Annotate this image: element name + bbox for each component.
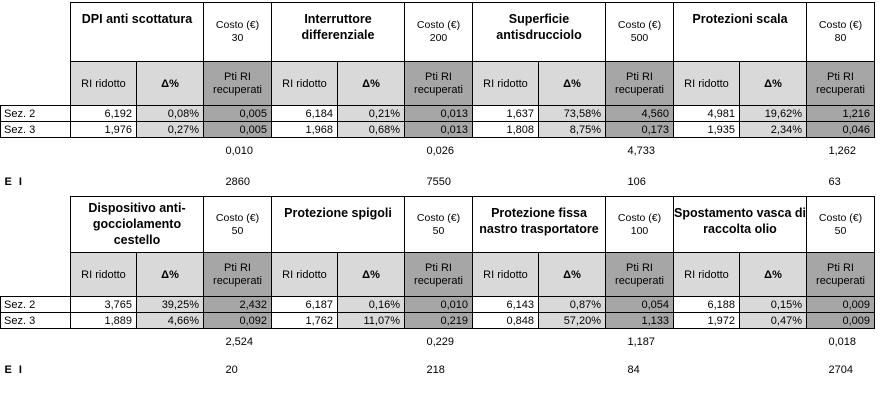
- measures-table-2: [0, 196, 875, 385]
- pti-line2: recuperati: [816, 274, 865, 287]
- cost-value: 200: [429, 32, 448, 44]
- ei-value: 218: [426, 363, 445, 376]
- pti-header: [807, 62, 875, 106]
- ri-value: 6,184: [272, 106, 338, 122]
- ri-value: 6,192: [71, 106, 137, 122]
- cost-cell: [405, 197, 473, 253]
- cost-value: 100: [630, 224, 649, 237]
- table-block-1: [0, 2, 875, 200]
- total-value: 4,733: [627, 144, 656, 157]
- delta-value: 73,58%: [539, 106, 606, 122]
- ri-ridotto-header: RI ridotto: [71, 62, 137, 106]
- pti-line1: Pti RI: [626, 70, 653, 83]
- pti-header: [405, 253, 473, 297]
- table-block-2: [0, 196, 875, 385]
- table-row: [1, 313, 875, 329]
- pti-line1: Pti RI: [224, 70, 251, 83]
- ei-value: 2860: [225, 175, 250, 188]
- delta-header: Δ%: [740, 62, 807, 106]
- cost-value: 30: [231, 32, 244, 44]
- ri-ridotto-header: RI ridotto: [674, 253, 740, 297]
- pti-value: 0,219: [405, 313, 473, 329]
- cost-cell: [606, 3, 674, 62]
- cost-value: 500: [630, 32, 649, 44]
- total-value: 0,229: [426, 335, 455, 348]
- delta-value: 2,34%: [740, 122, 807, 138]
- cost-label: Costo (€): [416, 19, 461, 31]
- pti-line1: Pti RI: [425, 261, 452, 274]
- cost-cell: [807, 197, 875, 253]
- pti-line1: Pti RI: [224, 261, 251, 274]
- measure-title: Superficie antisdrucciolo: [473, 3, 606, 62]
- delta-value: 0,21%: [338, 106, 405, 122]
- pti-value: 0,005: [204, 122, 272, 138]
- measure-title: Protezione fissa nastro trasportatore: [473, 197, 606, 253]
- ri-ridotto-header: RI ridotto: [473, 253, 539, 297]
- ri-value: 1,889: [71, 313, 137, 329]
- ri-value: 1,972: [674, 313, 740, 329]
- cost-label: Costo (€): [617, 211, 662, 224]
- pti-value: 0,013: [405, 106, 473, 122]
- delta-header: Δ%: [740, 253, 807, 297]
- measure-title: Spostamento vasca di raccolta olio: [674, 197, 807, 253]
- total-value: 0,018: [828, 335, 857, 348]
- pti-value: 2,432: [204, 297, 272, 313]
- pti-line1: Pti RI: [827, 70, 854, 83]
- delta-header: Δ%: [338, 253, 405, 297]
- ei-value: 20: [225, 363, 238, 376]
- ri-value: 6,143: [473, 297, 539, 313]
- pti-header: [606, 253, 674, 297]
- pti-header: [204, 62, 272, 106]
- ri-value: 0,848: [473, 313, 539, 329]
- delta-value: 0,87%: [539, 297, 606, 313]
- delta-value: 8,75%: [539, 122, 606, 138]
- ri-value: 3,765: [71, 297, 137, 313]
- measure-title: Protezioni scala: [674, 3, 807, 62]
- delta-value: 0,68%: [338, 122, 405, 138]
- total-value: 2,524: [225, 335, 254, 348]
- ei-label: E I: [4, 175, 24, 188]
- measure-title: Dispositivo anti-gocciolamento cestello: [71, 197, 204, 253]
- ri-value: 1,976: [71, 122, 137, 138]
- delta-value: 0,16%: [338, 297, 405, 313]
- pti-line1: Pti RI: [425, 70, 452, 83]
- ei-value: 2704: [828, 363, 853, 376]
- pti-header: [405, 62, 473, 106]
- ei-value: 7550: [426, 175, 451, 188]
- ri-value: 1,968: [272, 122, 338, 138]
- table-row: [1, 106, 875, 122]
- cost-value: 80: [834, 32, 847, 44]
- cost-label: Costo (€): [818, 19, 863, 31]
- measures-table-1: [0, 2, 875, 200]
- delta-header: Δ%: [338, 62, 405, 106]
- pti-header: [807, 253, 875, 297]
- delta-header: Δ%: [137, 62, 204, 106]
- pti-line1: Pti RI: [827, 261, 854, 274]
- ei-label: E I: [4, 363, 24, 376]
- pti-value: 1,133: [606, 313, 674, 329]
- delta-value: 0,27%: [137, 122, 204, 138]
- pti-value: 0,009: [807, 297, 875, 313]
- cost-cell: [405, 3, 473, 62]
- total-value: 0,010: [225, 144, 254, 157]
- pti-value: 0,173: [606, 122, 674, 138]
- cost-cell: [204, 3, 272, 62]
- delta-value: 39,25%: [137, 297, 204, 313]
- measure-title: Protezione spigoli: [272, 197, 405, 253]
- ei-value: 106: [627, 175, 646, 188]
- pti-line2: recuperati: [816, 83, 865, 96]
- ri-value: 4,981: [674, 106, 740, 122]
- ri-ridotto-header: RI ridotto: [272, 253, 338, 297]
- ri-value: 1,762: [272, 313, 338, 329]
- cost-label: Costo (€): [215, 19, 260, 31]
- delta-value: 11,07%: [338, 313, 405, 329]
- pti-line2: recuperati: [414, 83, 463, 96]
- row-label: Sez. 3: [1, 122, 71, 138]
- pti-value: 0,013: [405, 122, 473, 138]
- ri-value: 6,188: [674, 297, 740, 313]
- ri-ridotto-header: RI ridotto: [272, 62, 338, 106]
- ri-value: 1,935: [674, 122, 740, 138]
- ri-value: 6,187: [272, 297, 338, 313]
- cost-label: Costo (€): [818, 211, 863, 224]
- cost-label: Costo (€): [617, 19, 662, 31]
- table-row: [1, 122, 875, 138]
- pti-header: [204, 253, 272, 297]
- ri-ridotto-header: RI ridotto: [473, 62, 539, 106]
- delta-header: Δ%: [539, 253, 606, 297]
- cost-value: 50: [834, 224, 847, 237]
- pti-line2: recuperati: [615, 274, 664, 287]
- delta-header: Δ%: [137, 253, 204, 297]
- pti-line1: Pti RI: [626, 261, 653, 274]
- pti-value: 0,054: [606, 297, 674, 313]
- cost-label: Costo (€): [215, 211, 260, 224]
- measure-title: DPI anti scottatura: [71, 3, 204, 62]
- cost-cell: [204, 197, 272, 253]
- total-value: 0,026: [426, 144, 455, 157]
- ri-ridotto-header: RI ridotto: [674, 62, 740, 106]
- pti-value: 4,560: [606, 106, 674, 122]
- delta-value: 0,08%: [137, 106, 204, 122]
- delta-header: Δ%: [539, 62, 606, 106]
- delta-value: 0,15%: [740, 297, 807, 313]
- ei-value: 84: [627, 363, 640, 376]
- ri-ridotto-header: RI ridotto: [71, 253, 137, 297]
- ei-value: 63: [828, 175, 841, 188]
- cost-value: 50: [432, 224, 445, 237]
- delta-value: 19,62%: [740, 106, 807, 122]
- row-label: Sez. 2: [1, 106, 71, 122]
- pti-line2: recuperati: [615, 83, 664, 96]
- pti-line2: recuperati: [414, 274, 463, 287]
- pti-header: [606, 62, 674, 106]
- measure-title: Interruttore differenziale: [272, 3, 405, 62]
- table-row: [1, 297, 875, 313]
- cost-cell: [807, 3, 875, 62]
- cost-value: 50: [231, 224, 244, 237]
- pti-line2: recuperati: [213, 83, 262, 96]
- cost-cell: [606, 197, 674, 253]
- pti-value: 0,046: [807, 122, 875, 138]
- row-label: Sez. 2: [1, 297, 71, 313]
- total-value: 1,187: [627, 335, 656, 348]
- delta-value: 4,66%: [137, 313, 204, 329]
- pti-value: 0,010: [405, 297, 473, 313]
- pti-value: 0,005: [204, 106, 272, 122]
- total-value: 1,262: [828, 144, 857, 157]
- delta-value: 0,47%: [740, 313, 807, 329]
- cost-label: Costo (€): [416, 211, 461, 224]
- pti-value: 0,009: [807, 313, 875, 329]
- delta-value: 57,20%: [539, 313, 606, 329]
- row-label: Sez. 3: [1, 313, 71, 329]
- pti-value: 0,092: [204, 313, 272, 329]
- pti-line2: recuperati: [213, 274, 262, 287]
- ri-value: 1,637: [473, 106, 539, 122]
- ri-value: 1,808: [473, 122, 539, 138]
- pti-value: 1,216: [807, 106, 875, 122]
